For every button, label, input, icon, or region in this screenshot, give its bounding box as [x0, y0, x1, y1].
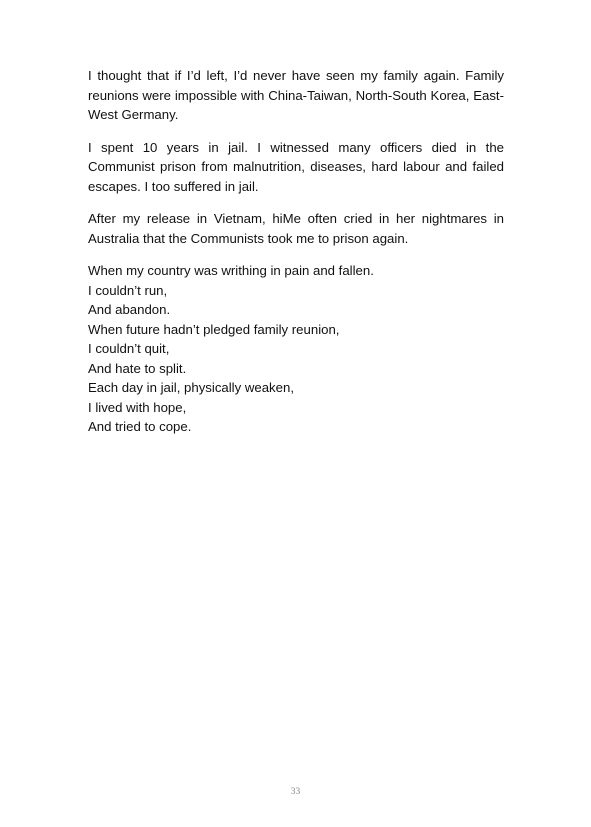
paragraph: After my release in Vietnam, hiMe often cried in her nightmares in Australia that the Communists took me to prison again. — [88, 211, 504, 246]
poem-line: And abandon. — [88, 302, 171, 317]
poem-line: And tried to cope. — [88, 419, 192, 434]
poem-line: I couldn’t quit, — [88, 341, 170, 356]
paragraph: I thought that if I’d left, I’d never have seen my family again. Family reunions were impossible with China-Taiwan, North-South Korea, East-West Germany. — [88, 68, 504, 122]
poem-line: I lived with hope, — [88, 399, 187, 415]
page-body — [88, 66, 504, 437]
poem-line: And hate to split. — [88, 360, 187, 376]
poem-line: Each day in jail, physically weaken, — [88, 380, 294, 395]
paragraph: I spent 10 years in jail. I witnessed many officers died in the Communist prison from malnutrition, diseases, hard labour and failed escapes. I too suffered in jail. — [88, 139, 504, 194]
poem-line: When my country was writhing in pain and fallen. — [88, 263, 374, 278]
poem — [88, 261, 504, 437]
poem-line: When future hadn’t pledged family reunion, — [88, 321, 340, 337]
page-number: 33 — [290, 787, 301, 797]
poem-line: I couldn’t run, — [88, 282, 168, 298]
